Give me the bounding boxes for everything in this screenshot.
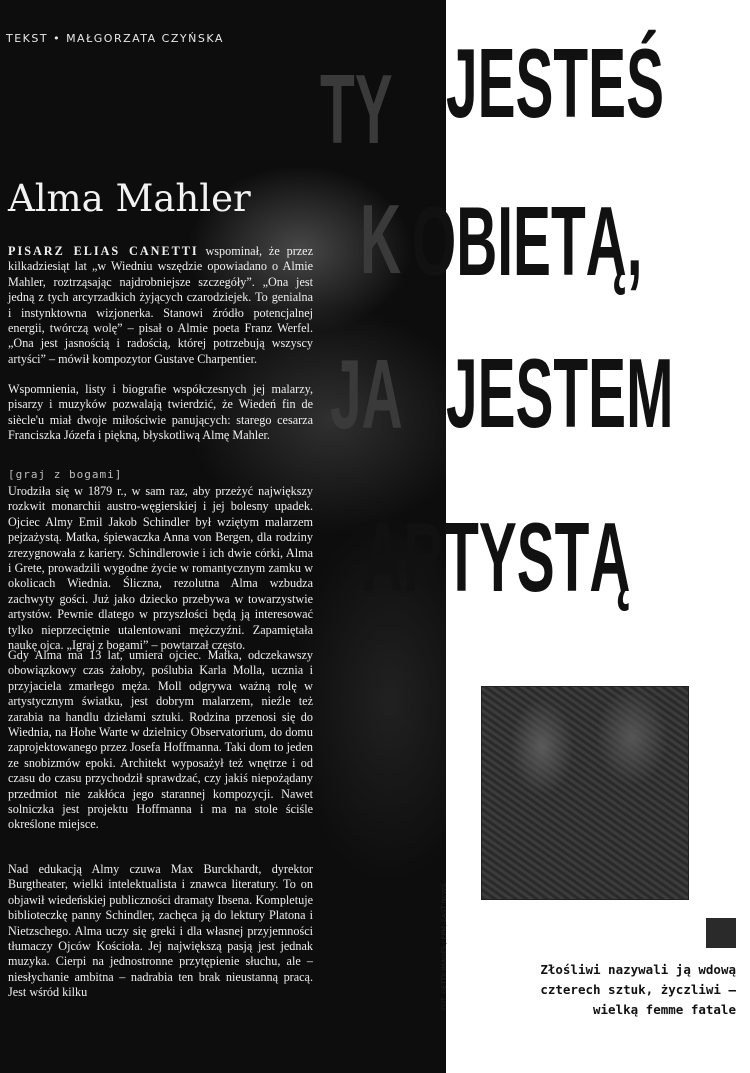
headline-jestes: JESTEŚ [446, 28, 664, 138]
intro-paragraph [8, 244, 313, 367]
intro-lead: PISARZ ELIAS CANETTI [8, 244, 199, 258]
intro-text: wspominał, że przez kilkadziesiąt lat „w Wiedniu wszędzie opowiadano o Almie Mahler, roztrząsając najdrobniejsze szczegóły”. „Ona jest jedną z tych arcyrzadkich żyjących czarodziejek. To genialna i instynktowna wizjonerka. Stanowi źródło potencjalnej energii, twórczą wolę” – pisał o Almie poeta Franz Werfel. „Ona jest jasnością i radością, której potrzebują wszyscy artyści” – mówił kompozytor Gustave Charpentier. [8, 244, 313, 366]
body-paragraph-1: Urodziła się w 1879 r., w sam raz, aby przeżyć największy rozkwit monarchii austro-węgierskiej i jej bolesny upadek. Ojciec Almy Emil Jakob Schindler był wziętym malarzem pejzażystą. Matka, śpiewaczka Anna von Bergen, dla rodziny zrezygnowała z kariery. Schindlerowie i ich dwie córki, Alma i Grete, prowadzili wygodne życie w romantycznym zamku w okolicach Wiednia. Śliczna, rezolutna Alma wzbudza zachwyty gości. Już jako dziecko przebywa w towarzystwie artystów. Pewnie dlatego w przyszłości będą ją interesować tylko nieprzeciętnie utalentowani mężczyźni. Zapamiętała naukę ojca. „Igraj z bogami” – powtarzał często. [8, 484, 313, 653]
headline-artysta: ARTYSTĄ [362, 502, 631, 612]
headline-k: K [360, 184, 402, 294]
intro-paragraph-2: Wspomnienia, listy i biografie współczesnych jej malarzy, pisarzy i muzyków pozwalają twierdzić, że Wiedeń fin de siècle'u miał dwoje miłościwie panujących: starego cesarza Franciszka Józefa i piękną, błyskotliwą Almę Mahler. [8, 382, 313, 443]
headline-obieta: OBIETĄ, [412, 186, 643, 296]
headline-jestem: JESTEM [446, 338, 674, 448]
headline-ty: TY [320, 54, 393, 164]
painting-image [481, 686, 689, 900]
headline-ja: JA [330, 339, 403, 449]
byline: TEKST • MAŁGORZATA CZYŃSKA [6, 32, 224, 45]
body-paragraph-3: Nad edukacją Almy czuwa Max Burckhardt, dyrektor Burgtheater, wielki intelektualista i znawca literatury. To on objawił wiedeńskiej publiczności dramaty Ibsena. Kompletuje biblioteczkę panny Schindler, zachęca ją do lektury Platona i Nietzschego. Alma uczy się greki i dla własnej przyjemności tłumaczy Ojców Kościoła. Jej największą pasją jest jednak muzyka. Cierpi na jednostronne przytępienie słuchu, ale – niesłychanie ambitna – nadrabia ten brak nieustanną pracą. Jest wśród kilku [8, 862, 313, 1000]
body-paragraph-2: Gdy Alma ma 13 lat, umiera ojciec. Matka, odczekawszy obowiązkowy czas żałoby, poślubia Karla Molla, ucznia i przyjaciela zmarłego męża. Moll odgrywa ważną rolę w artystycznym światku, jest dobrym malarzem, nieźle też zarabia na handlu dziełami sztuki. Rodzina przenosi się do Wiednia, na Hohe Warte w dzielnicy Observatorium, do domu zaprojektowanego przez Josefa Hoffmanna. Taki dom to jeden ze snobizmów epoki. Architekt wyposażył też wnętrze i od czasu do czasu przychodził sprawdzać, czy jakiś niepożądany przedmiot nie zakłóca jego starannej kompozycji. Nawet solniczka jest projektu Hoffmanna i ma na stole ściśle określone miejsce. [8, 648, 313, 832]
photo-credit: FOT. GETTY IMAGES / FPM, EAST NEWS [440, 883, 448, 1010]
subheading: [graj z bogami] [8, 468, 123, 481]
pull-quote-caption: Złośliwi nazywali ją wdową czterech sztuk, życzliwi – wielką femme fatale [540, 962, 736, 1017]
article-title: Alma Mahler [8, 176, 251, 220]
decorative-square [706, 918, 736, 948]
